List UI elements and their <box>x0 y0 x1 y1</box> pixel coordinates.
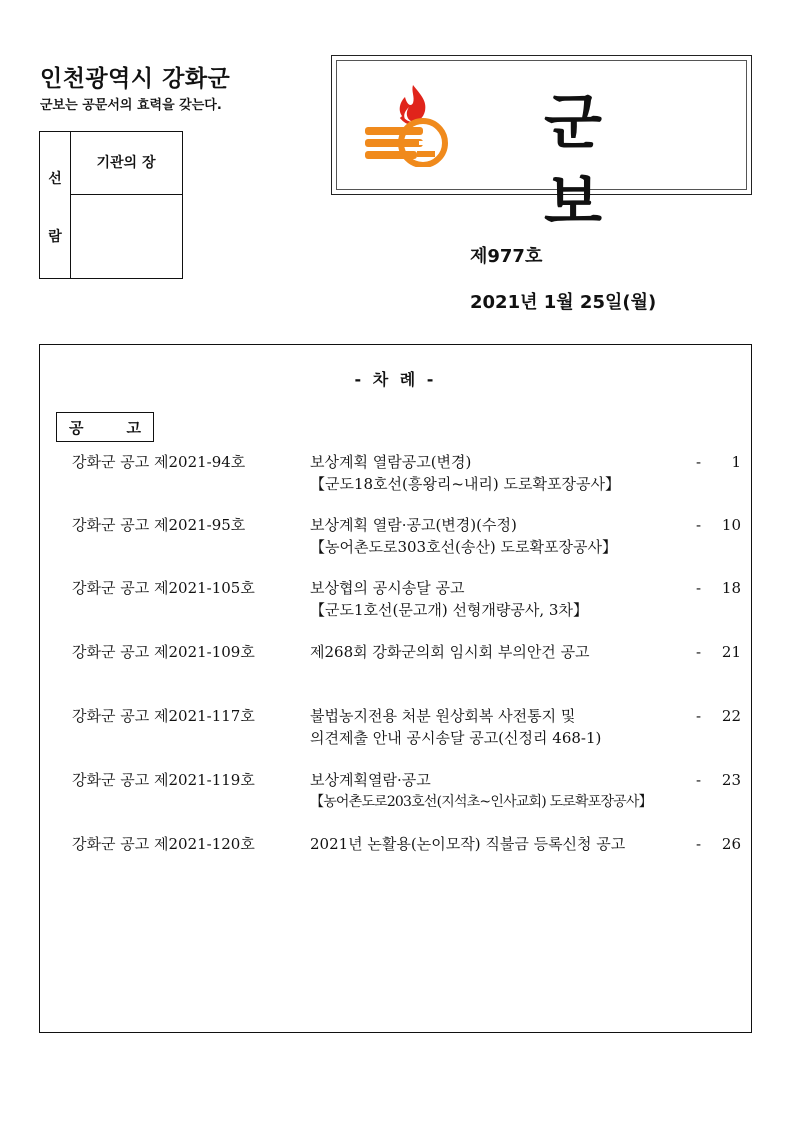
publisher-name: 인천광역시 강화군 <box>40 66 231 92</box>
entry-page: 18 <box>721 579 741 597</box>
entry-dash: - <box>696 579 702 597</box>
issue-number: 제977호 <box>470 246 543 267</box>
table-of-contents <box>39 344 752 1033</box>
entry-subtitle: 【군도18호선(흥왕리~내리) 도로확포장공사】 <box>310 475 620 493</box>
entry-title: 보상계획열람·공고 <box>310 771 431 789</box>
entry-page: 21 <box>721 643 741 661</box>
entry-subtitle: 【농어촌도로303호선(송산) 도로확포장공사】 <box>310 538 617 556</box>
review-side-char-2: 람 <box>48 229 62 245</box>
review-side-column <box>40 132 71 278</box>
entry-number: 강화군 공고 제2021-105호 <box>72 579 255 597</box>
review-head-label: 기관의 장 <box>70 132 182 195</box>
entry-title: 보상협의 공시송달 공고 <box>310 579 465 597</box>
entry-page: 10 <box>721 516 741 534</box>
section-label-char-1: 공 <box>69 418 84 437</box>
title-box <box>331 55 752 238</box>
entry-number: 강화군 공고 제2021-94호 <box>72 453 246 471</box>
bulletin-title: 군 보 <box>544 88 662 238</box>
entry-dash: - <box>696 771 702 789</box>
toc-heading: - 차 례 - <box>354 370 437 389</box>
entry-number: 강화군 공고 제2021-109호 <box>72 643 255 661</box>
entry-number: 강화군 공고 제2021-120호 <box>72 835 255 853</box>
entry-dash: - <box>696 707 702 725</box>
entry-subtitle: 【농어촌도로203호선(지석초~인사교회) 도로확포장공사】 <box>310 794 652 810</box>
tagline: 군보는 공문서의 효력을 갖는다. <box>40 98 222 113</box>
issue-date: 2021년 1월 25일(월) <box>470 292 657 313</box>
review-box <box>39 131 183 279</box>
review-side-char-1: 선 <box>48 171 62 187</box>
entry-title: 불법농지전용 처분 원상회복 사전통지 및 <box>310 707 576 725</box>
entry-dash: - <box>696 516 702 534</box>
entry-title: 제268회 강화군의회 임시회 부의안건 공고 <box>310 643 590 661</box>
gangwha-county-emblem-icon <box>361 81 461 167</box>
entry-page: 22 <box>721 707 741 725</box>
entry-number: 강화군 공고 제2021-119호 <box>72 771 255 789</box>
entry-subtitle: 【군도1호선(문고개) 선형개량공사, 3차】 <box>310 601 588 619</box>
entry-title: 보상계획 열람·공고(변경)(수정) <box>310 516 517 534</box>
entry-number: 강화군 공고 제2021-117호 <box>72 707 255 725</box>
entry-number: 강화군 공고 제2021-95호 <box>72 516 246 534</box>
section-label-char-2: 고 <box>126 418 141 437</box>
entry-dash: - <box>696 643 702 661</box>
entry-page: 1 <box>731 453 741 471</box>
entry-dash: - <box>696 835 702 853</box>
entry-subtitle: 의견제출 안내 공시송달 공고(신정리 468-1) <box>310 729 602 747</box>
section-label-announcements <box>56 412 154 442</box>
entry-page: 26 <box>721 835 741 853</box>
title-inner-frame <box>336 60 747 238</box>
entry-page: 23 <box>721 771 741 789</box>
entry-dash: - <box>696 453 702 471</box>
entry-title: 보상계획 열람공고(변경) <box>310 453 472 471</box>
entry-title: 2021년 논활용(논이모작) 직불금 등록신청 공고 <box>310 835 626 853</box>
